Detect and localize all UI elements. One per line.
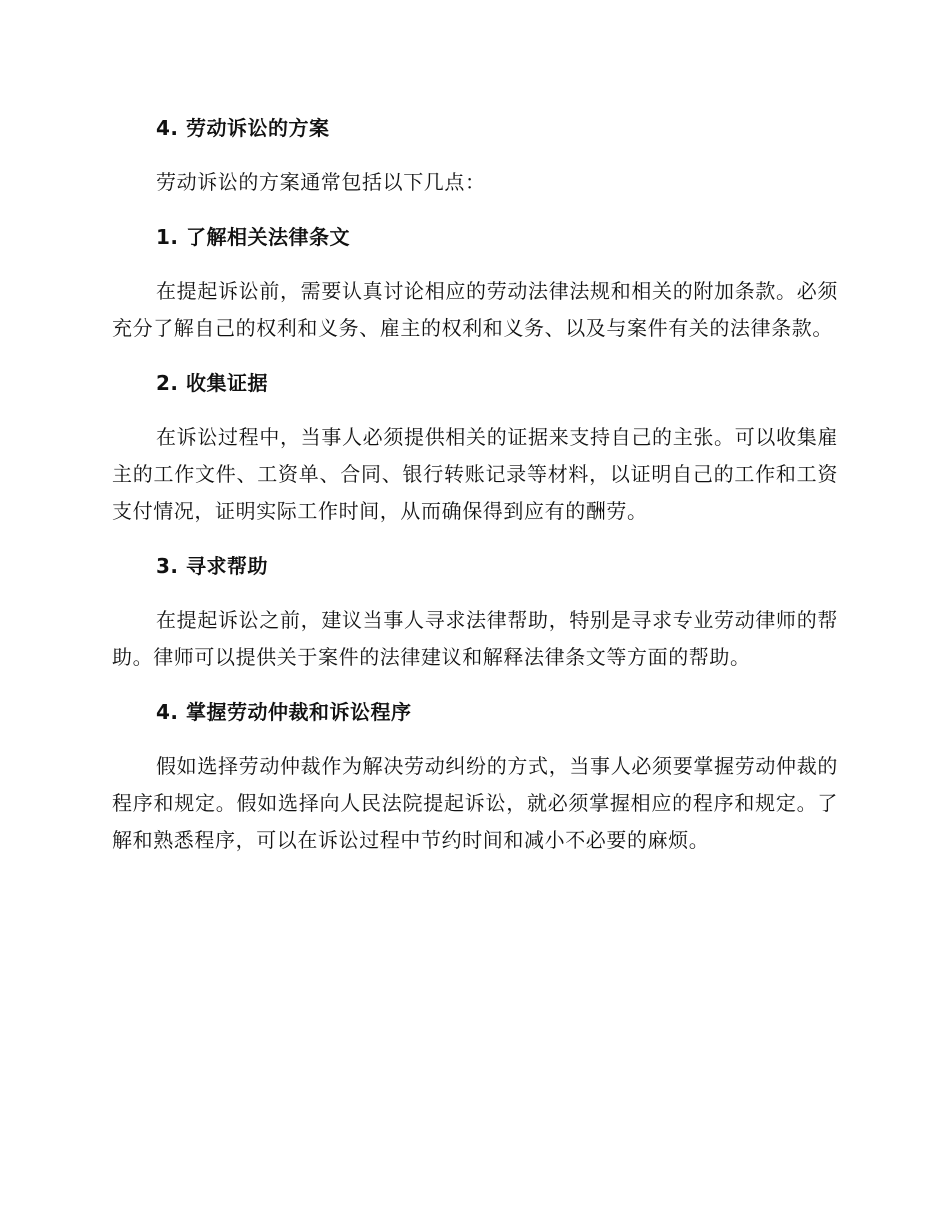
- section-2-body: 在诉讼过程中，当事人必须提供相关的证据来支持自己的主张。可以收集雇主的工作文件、工资单、合同、银行转账记录等材料，以证明自己的工作和工资支付情况，证明实际工作时间，从而确保得到应有的酬劳。: [112, 425, 838, 523]
- section-2-heading: 2. 收集证据: [156, 371, 268, 395]
- section-4-heading: 4. 掌握劳动仲裁和诉讼程序: [156, 700, 412, 724]
- section-1-body: 在提起诉讼前，需要认真讨论相应的劳动法律法规和相关的附加条款。必须充分了解自己的权利和义务、雇主的权利和义务、以及与案件有关的法律条款。: [112, 279, 838, 340]
- section-4-body: 假如选择劳动仲裁作为解决劳动纠纷的方式，当事人必须要掌握劳动仲裁的程序和规定。假如选择向人民法院提起诉讼，就必须掌握相应的程序和规定。了解和熟悉程序，可以在诉讼过程中节约时间和减小不必要的麻烦。: [112, 754, 838, 852]
- main-heading: 4. 劳动诉讼的方案: [156, 116, 330, 140]
- section-3-heading: 3. 寻求帮助: [156, 554, 268, 578]
- section-1-heading: 1. 了解相关法律条文: [156, 225, 350, 249]
- section-3-body: 在提起诉讼之前，建议当事人寻求法律帮助，特别是寻求专业劳动律师的帮助。律师可以提供关于案件的法律建议和解释法律条文等方面的帮助。: [112, 608, 838, 669]
- intro-paragraph: 劳动诉讼的方案通常包括以下几点：: [156, 170, 486, 194]
